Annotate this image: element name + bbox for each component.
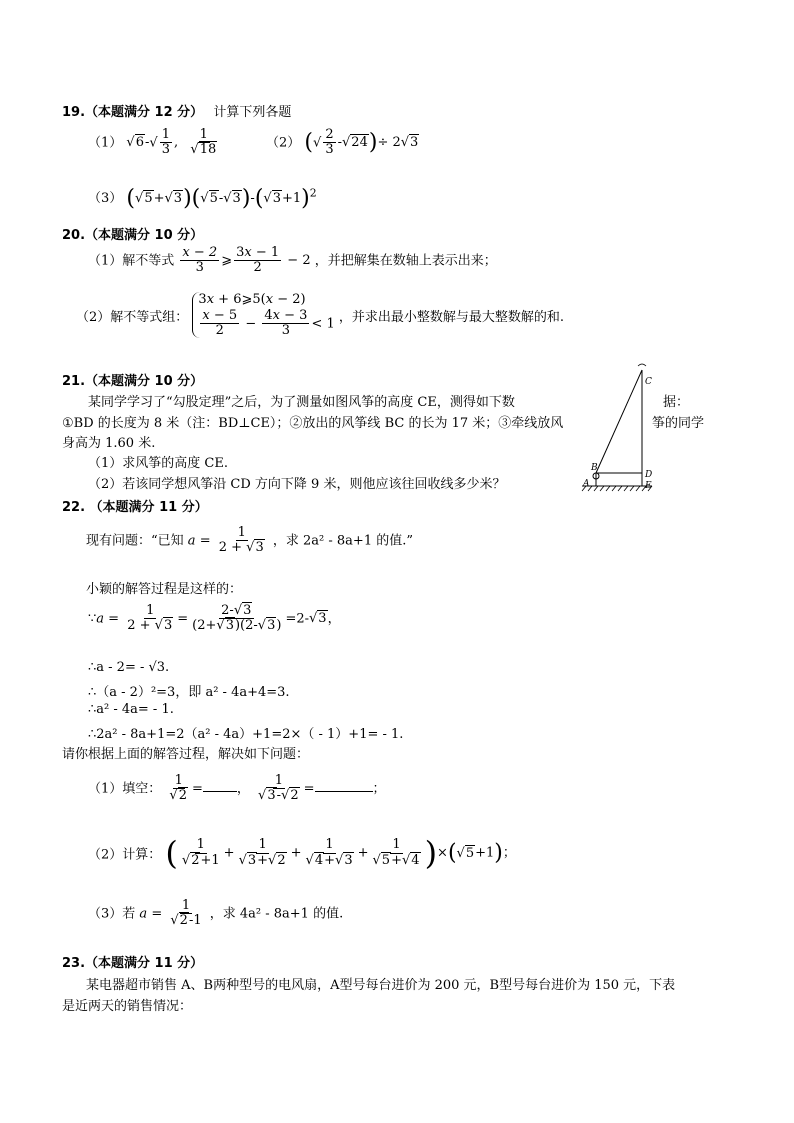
q21-sub1: （1）求风筝的高度 CE. [88,456,228,471]
q22-step4: ∴a² - 4a= - 1. [88,702,174,717]
answer-blank-2[interactable] [315,791,373,792]
kite-figure [578,362,656,496]
q19-p1-label: （1） [88,135,123,151]
label-e: E [645,481,652,491]
q22-intro: 小颖的解答过程是这样的： [86,582,243,597]
kite-icon [638,364,646,366]
q20-p1-inequality: $\frac{x - 2}{3}$ ⩾ $\frac{3x - 1}{2}$ − 2 [182,245,315,276]
q20-part1 [88,246,497,276]
q22-sub2: （2）计算： ( $\frac{1}{√2+1}$ + $\frac{1}{√3+√2}$ + $\frac{1}{√4+√3}$ + $\frac{1}{√5+√4}$ )×(√5+1)； [88,834,516,872]
q19-part1 [88,128,221,158]
q22-problem-pre: 现有问题：“已知 [86,533,184,549]
q23-header: 23.（本题满分 11 分） [62,956,204,971]
q19-p3-expr: $(√5+√3)(√5-√3)-(√3+1)^2$ [126,186,317,211]
label-b: B [591,463,598,473]
q21-line2-end: 筝的同学 [652,416,705,431]
q22-sub3-label: （3）若 [88,906,136,922]
q21-line3: 身高为 1.60 米. [62,436,156,451]
q19-p1-expr: √6-√ $\frac{1}{3}$ , $\frac{1}{√18}$ [126,127,217,158]
ground-hatch [582,486,652,491]
q21-line1-end: 据： [663,395,690,410]
q19-header: 19.（本题满分 12 分） [62,105,204,120]
q19-part3 [88,186,317,211]
q22-step1: ∵a = $\frac{1}{2 + √3}$ = $\frac{2-√3}{(2+√3)(2-√3)}$ =2-√3， [88,603,341,634]
q22-sub3-tail: ，求 4a² - 8a+1 的值. [209,906,344,922]
q22-step2: ∴a - 2= - √3. [88,660,170,675]
label-c: C [645,377,652,387]
q20-p1-tail: ，并把解集在数轴上表示出来； [314,253,497,269]
q20-header: 20.（本题满分 10 分） [62,228,204,243]
q21-sub2: （2）若该同学想风筝沿 CD 方向下降 9 米，则他应该往回收线多少米？ [88,477,506,492]
q20-p1-label: （1）解不等式 [88,253,175,269]
q22-step3: ∴（a - 2）²=3，即 a² - 4a+4=3. [88,685,290,700]
q19-p2-expr: (√ $\frac{2}{3}$ -√24)÷ 2√3 [304,127,419,158]
q19-title: 计算下列各题 [213,105,292,120]
q19-heading [62,101,291,120]
q22-ask: 请你根据上面的解答过程，解决如下问题： [62,747,310,762]
q22-header: 22. （本题满分 11 分） [62,500,208,515]
q20-p2-label: （2）解不等式组： [76,309,189,325]
q19-p3-label: （3） [88,191,123,206]
q22-problem: 现有问题：“已知 a = $\frac{1}{2 + √3}$ ，求 2a² - 8a+1 的值.” [86,525,414,556]
q22-problem-post: ，求 2a² - 8a+1 的值.” [272,533,414,549]
q23-line2: 是近两天的销售情况： [62,999,193,1014]
label-d: D [645,470,653,480]
q19-p2-label: （2） [266,135,301,151]
q21-line2: ①BD 的长度为 8 米（注：BD⊥CE）；②放出的风筝线 BC 的长为 17 米；③牵线放风 [62,416,564,431]
label-a: A [583,479,590,489]
answer-blank-1[interactable] [203,791,237,792]
q23-line1: 某电器超市销售 A、B两种型号的电风扇，A型号每台进价为 200 元，B型号每台进价为 150 元，下表 [86,978,676,993]
q22-sub2-label: （2）计算： [88,847,162,863]
q22-step5: ∴2a² - 8a+1=2（a² - 4a）+1=2×（ - 1）+1= - 1. [88,727,404,742]
q21-line1: 某同学学习了“勾股定理”之后，为了测量如图风筝的高度 CE，测得如下数 [88,395,515,410]
q22-sub1-label: （1）填空： [88,781,162,797]
kite-line-bc [596,370,642,473]
q22-sub3: （3）若 a = $\frac{1}{√2-1}$ ，求 4a² - 8a+1 的值. [88,898,344,929]
q22-sub1: （1）填空： $\frac{1}{√2}$ = ， $\frac{1}{√3-√2}$ = ； [88,773,386,804]
q20-p2-system: 3x + 6⩾5(x − 2) $\frac{x - 5}{2}$ − $\frac{4x - 3}{3}$ < 1 [192,292,334,338]
q19-part2 [266,128,419,158]
q20-p2-tail: ，并求出最小整数解与最大整数解的和. [338,309,565,325]
q21-header: 21.（本题满分 10 分） [62,374,204,389]
q20-part2 [76,292,564,338]
